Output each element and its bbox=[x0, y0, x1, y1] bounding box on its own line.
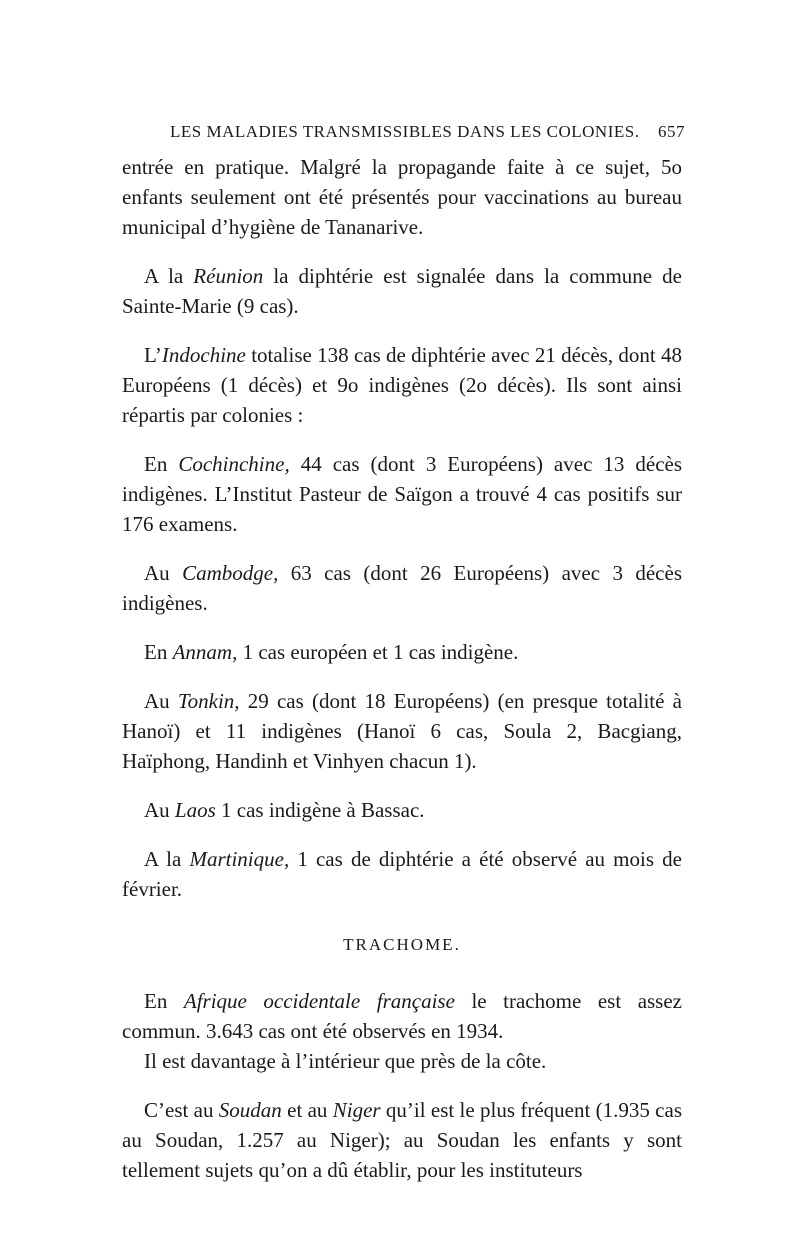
body-text bbox=[122, 152, 682, 1185]
text-run: A la bbox=[144, 264, 194, 288]
paragraph-indochine bbox=[122, 340, 682, 430]
text-run: Au bbox=[144, 689, 178, 713]
text-run: qu’il est le plus fréquent (1.935 cas au Soudan, 1.257 au Niger); au Soudan les enfants y sont tellement sujets qu’on a dû établir, pour les instituteurs bbox=[122, 1098, 682, 1182]
place-name: Martinique, bbox=[189, 847, 290, 871]
text-run: et au bbox=[281, 1098, 333, 1122]
text-run: 1 cas européen et 1 cas indigène. bbox=[237, 640, 519, 664]
text-run: En bbox=[144, 989, 184, 1013]
paragraph-interieur bbox=[122, 1046, 682, 1076]
text-run: 29 cas (dont 18 Européens) (en presque totalité à Hanoï) et 11 indigènes (Hanoï 6 cas, Soula 2, Bacgiang, Haïphong, Handinh et Vinhyen chacun 1). bbox=[122, 689, 683, 773]
paragraph-tonkin bbox=[122, 686, 682, 776]
place-name: Cochinchine, bbox=[178, 452, 290, 476]
place-name: Annam, bbox=[172, 640, 238, 664]
paragraph-continuation bbox=[122, 152, 682, 242]
place-name: Niger bbox=[332, 1098, 381, 1122]
text-run: la diphtérie est signalée dans la commune de Sainte-Marie (9 cas). bbox=[122, 264, 682, 318]
text-run: En bbox=[144, 452, 179, 476]
place-name: Afrique occidentale française bbox=[183, 989, 455, 1013]
text-run: 1 cas de diphtérie a été observé au mois de février. bbox=[122, 847, 682, 901]
text-run: L’ bbox=[144, 343, 162, 367]
text-run: 44 cas (dont 3 Européens) avec 13 décès indigènes. L’Institut Pasteur de Saïgon a trouvé 4 cas positifs sur 176 examens. bbox=[122, 452, 683, 536]
paragraph-martinique bbox=[122, 844, 682, 904]
paragraph-cochinchine bbox=[122, 449, 682, 539]
paragraph-soudan bbox=[122, 1095, 682, 1185]
text-run: Au bbox=[144, 798, 175, 822]
section-heading: TRACHOME. bbox=[343, 935, 461, 954]
running-title: LES MALADIES TRANSMISSIBLES DANS LES COLONIES. bbox=[170, 122, 640, 141]
place-name: Indochine bbox=[161, 343, 246, 367]
paragraph-laos bbox=[122, 795, 682, 825]
text-run: C’est au bbox=[144, 1098, 219, 1122]
paragraph-afrique bbox=[122, 986, 682, 1046]
text-run: Il est davantage à l’intérieur que près de la côte. bbox=[144, 1049, 547, 1073]
page-number: 657 bbox=[658, 122, 685, 141]
paragraph-cambodge bbox=[122, 558, 682, 618]
paragraph-annam bbox=[122, 637, 682, 667]
text-run: entrée en pratique. Malgré la propagande faite à ce sujet, 5o enfants seulement ont été présentés pour vaccinations au bureau municipal d’hygiène de Tananarive. bbox=[122, 155, 682, 239]
place-name: Laos bbox=[174, 798, 216, 822]
text-run: Au bbox=[144, 561, 183, 585]
text-run: En bbox=[144, 640, 173, 664]
text-run: 63 cas (dont 26 Européens) avec 3 décès indigènes. bbox=[122, 561, 682, 615]
text-run: le trachome est assez commun. 3.643 cas ont été observés en 1934. bbox=[122, 989, 682, 1043]
place-name: Cambodge, bbox=[182, 561, 279, 585]
place-name: Réunion bbox=[193, 264, 264, 288]
text-run: A la bbox=[144, 847, 190, 871]
text-run: totalise 138 cas de diphtérie avec 21 décès, dont 48 Européens (1 décès) et 9o indigènes (2o décès). Ils sont ainsi répartis par colonies : bbox=[122, 343, 682, 427]
text-run: 1 cas indigène à Bassac. bbox=[215, 798, 425, 822]
place-name: Tonkin, bbox=[177, 689, 240, 713]
paragraph-reunion bbox=[122, 261, 682, 321]
place-name: Soudan bbox=[218, 1098, 282, 1122]
